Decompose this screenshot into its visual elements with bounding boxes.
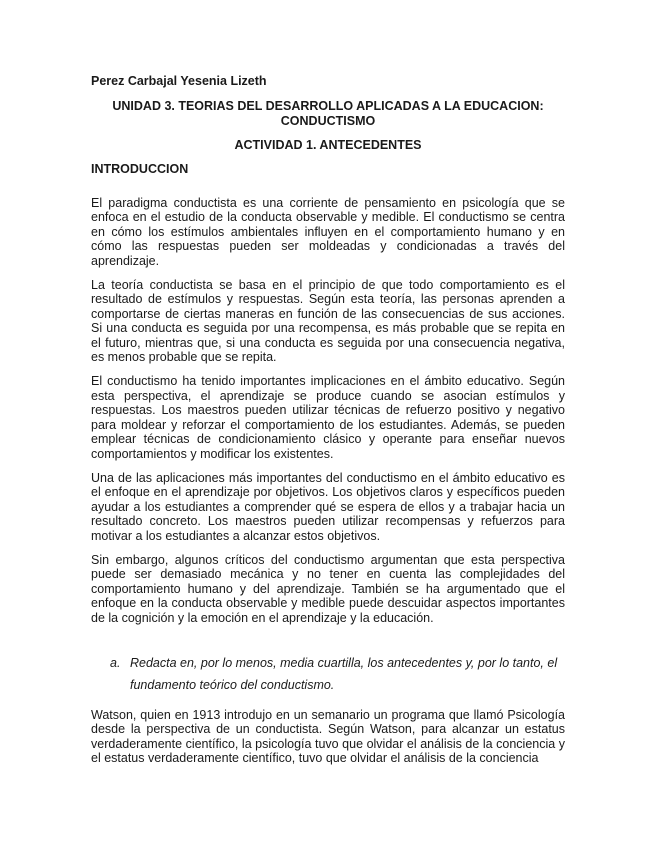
paragraph: El paradigma conductista es una corriente de pensamiento en psicología que se enfoca en el estudio de la conducta observable y medible. El conductismo se centra en cómo los estímulos ambientales influyen en el comportamiento humano y en cómo las respuestas pueden ser moldeadas y condicionadas a través del aprendizaje. bbox=[91, 196, 565, 268]
question-item bbox=[91, 652, 565, 696]
activity-title: ACTIVIDAD 1. ANTECEDENTES bbox=[234, 138, 422, 152]
paragraph: La teoría conductista se basa en el principio de que todo comportamiento es el resultado de estímulos y respuestas. Según esta teoría, las personas aprenden a comportarse de ciertas maneras en función de las consecuencias de sus acciones. Si una conducta es seguida por una recompensa, es más probable que se repita en el futuro, mientras que, si una conducta es seguida por una consecuencia negativa, es menos probable que se repita. bbox=[91, 278, 565, 365]
intro-heading: INTRODUCCION bbox=[91, 162, 189, 176]
answer-body bbox=[91, 708, 565, 766]
paragraph: Sin embargo, algunos críticos del conductismo argumentan que esta perspectiva puede ser demasiado mecánica y no tener en cuenta las complejidades del comportamiento humano y del aprendizaje. También se ha argumentado que el enfoque en la conducta observable y medible puede descuidar aspectos importantes de la cognición y la emoción en el aprendizaje y la educación. bbox=[91, 552, 565, 625]
unit-title: UNIDAD 3. TEORIAS DEL DESARROLLO APLICADAS A LA EDUCACION: CONDUCTISMO bbox=[112, 99, 544, 128]
answer-paragraph: Watson, quien en 1913 introdujo en un semanario un programa que llamó Psicología desde la perspectiva de un conductista. Según Watson, para alcanzar un estatus verdaderamente científico, la psicología tuvo que olvidar el análisis de la conciencia y el estatus verdaderamente científico, tuvo que olvidar el análisis de la conciencia bbox=[91, 708, 565, 766]
question-marker: a. bbox=[110, 656, 121, 670]
intro-body bbox=[91, 196, 565, 635]
paragraph: Una de las aplicaciones más importantes del conductismo en el ámbito educativo es el enfoque en el aprendizaje por objetivos. Los objetivos claros y específicos pueden ayudar a los estudiantes a comprender qué se espera de ellos y a trabajar hacia un resultado concreto. Los maestros pueden utilizar recompensas y refuerzos para motivar a los estudiantes a alcanzar estos objetivos. bbox=[91, 470, 565, 543]
paragraph: El conductismo ha tenido importantes implicaciones en el ámbito educativo. Según esta perspectiva, el aprendizaje se produce cuando se asocian estímulos y respuestas. Los maestros pueden utilizar técnicas de refuerzo positivo y negativo para moldear y reforzar el comportamiento de los estudiantes. Además, se pueden emplear técnicas de condicionamiento clásico y operante para enseñar nuevos comportamientos y modificar los existentes. bbox=[91, 374, 565, 461]
author-name: Perez Carbajal Yesenia Lizeth bbox=[91, 74, 267, 88]
question-text: Redacta en, por lo menos, media cuartilla, los antecedentes y, por lo tanto, el fundamento teórico del conductismo. bbox=[130, 656, 558, 692]
